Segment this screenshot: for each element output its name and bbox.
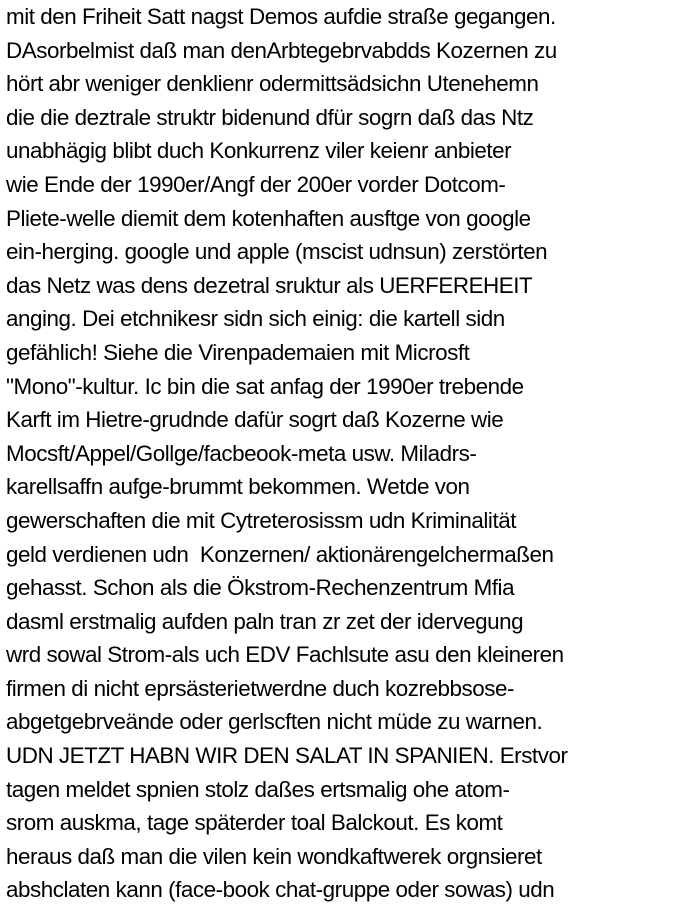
text-line-15: karellsaffn aufge-brummt bekommen. Wetde von [6, 474, 470, 500]
text-line-8: ein-herging. google und apple (mscist udnsun) zerstörten [6, 239, 548, 265]
text-line-2: DAsorbelmist daß man denArbtegebrvabdds Kozernen zu [6, 37, 557, 63]
text-line-5: unabhägig blibt duch Konkurrenz viler keienr anbieter [6, 138, 512, 164]
text-line-10: anging. Dei etchnikesr sidn sich einig: die kartell sidn [6, 306, 505, 332]
text-line-27: abshclaten kann (face-book chat-gruppe oder sowas) udn [6, 877, 555, 903]
text-line-3: hört abr weniger denklienr odermittsädsichn Utenehemn [6, 71, 539, 97]
text-line-13: Karft im Hietre-grudnde dafür sogrt daß Kozerne wie [6, 407, 504, 433]
text-line-21: firmen di nicht eprsästerietwerdne duch kozrebbsose- [6, 675, 515, 701]
text-line-26: heraus daß man die vilen kein wondkaftwerek orgnsieret [6, 843, 542, 869]
text-line-18: gehasst. Schon als die Ökstrom-Rechenzentrum Mfia [6, 575, 515, 601]
text-line-16: gewerschaften die mit Cytreterosissm udn Kriminalität [6, 507, 516, 533]
text-line-7: Pliete-welle diemit dem kotenhaften ausftge von google [6, 205, 531, 231]
body-text [6, 0, 682, 907]
text-line-14: Mocsft/Appel/Gollge/facbeook-meta usw. Miladrs- [6, 440, 477, 466]
text-line-11: gefählich! Siehe die Virenpademaien mit Microsft [6, 339, 470, 365]
text-line-24: tagen meldet spnien stolz daßes ertsmalig ohe atom- [6, 776, 510, 802]
text-line-23: UDN JETZT HABN WIR DEN SALAT IN SPANIEN. Erstvor [6, 743, 568, 769]
text-line-17: geld verdienen udn Konzernen/ aktionärengelchermaßen [6, 541, 554, 567]
text-line-6: wie Ende der 1990er/Angf der 200er vorder Dotcom- [6, 171, 506, 197]
text-line-1: mit den Friheit Satt nagst Demos aufdie straße gegangen. [6, 4, 556, 29]
text-line-9: das Netz was dens dezetral sruktur als UERFEREHEIT [6, 272, 533, 298]
text-line-22: abgetgebrveände oder gerlscften nicht müde zu warnen. [6, 709, 543, 735]
text-line-4: die die deztrale struktr bidenund dfür sogrn daß das Ntz [6, 104, 534, 130]
text-line-20: wrd sowal Strom-als uch EDV Fachlsute asu den kleineren [6, 642, 564, 668]
text-line-19: dasml erstmalig aufden paln tran zr zet der idervegung [6, 608, 524, 634]
text-line-25: srom auskma, tage späterder toal Balckout. Es komt [6, 810, 503, 836]
text-line-12: "Mono"-kultur. Ic bin die sat anfag der 1990er trebende [6, 373, 524, 399]
